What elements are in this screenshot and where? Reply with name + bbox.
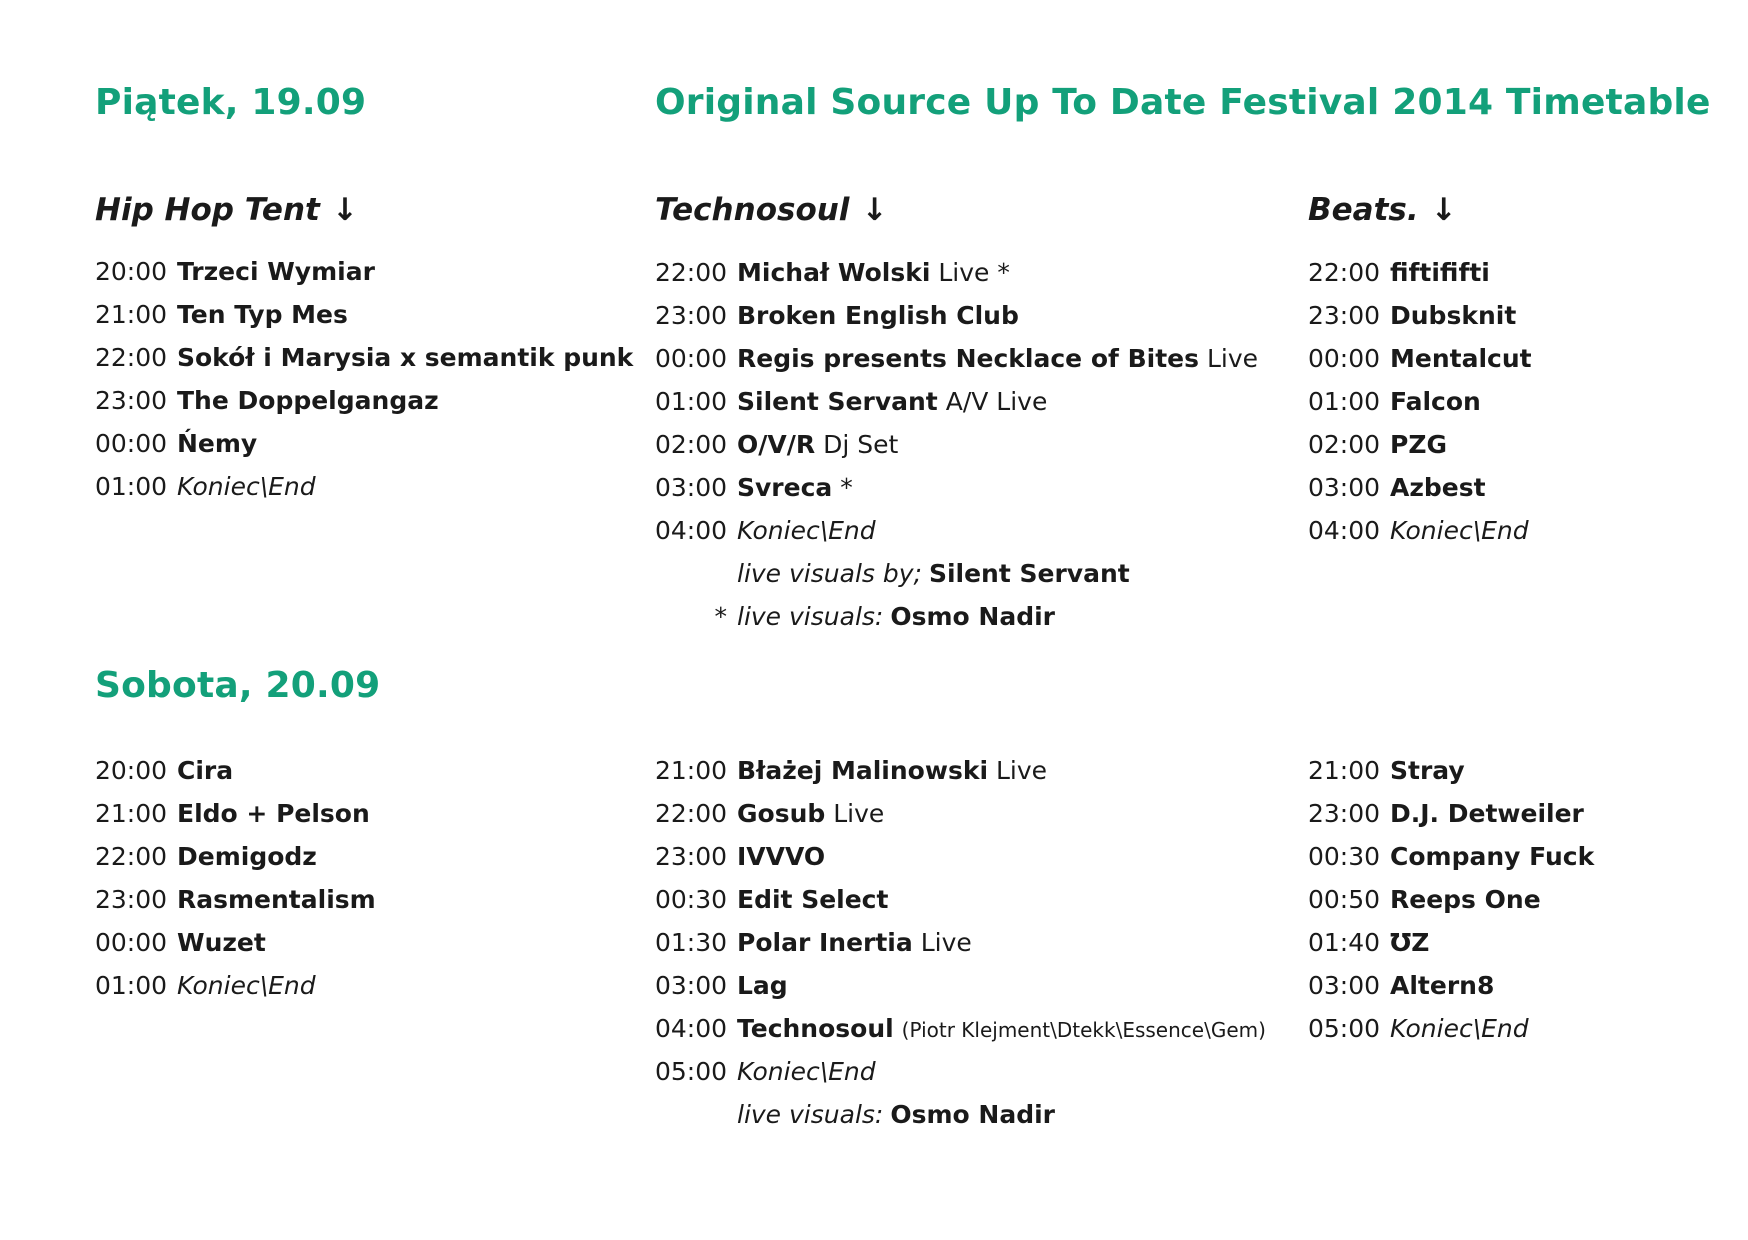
arrow-down-icon: ↓ xyxy=(861,192,888,228)
slot-act xyxy=(737,516,876,545)
schedule-row xyxy=(95,835,695,878)
slot-act xyxy=(737,387,1047,416)
slot-time: 21:00 xyxy=(1308,756,1381,785)
performance-note: Live xyxy=(920,928,972,957)
schedule-row xyxy=(655,337,1259,380)
slot-act xyxy=(737,258,1010,287)
artist-name: ƱZ xyxy=(1390,928,1430,957)
slot-act xyxy=(737,1057,876,1086)
stage-heading-beats xyxy=(1308,192,1457,228)
artist-name: Michał Wolski xyxy=(737,258,931,287)
arrow-down-icon: ↓ xyxy=(331,192,358,228)
artist-name: Silent Servant xyxy=(737,387,938,416)
slot-act xyxy=(177,343,633,372)
slot-time: 01:00 xyxy=(95,971,168,1000)
slot-time: 03:00 xyxy=(655,971,728,1000)
slot-act xyxy=(737,842,825,871)
saturday-beats-schedule xyxy=(1308,749,1748,1050)
schedule-row xyxy=(1308,423,1748,466)
schedule-row xyxy=(1308,251,1748,294)
slot-act xyxy=(1390,799,1584,828)
saturday-hip-hop-tent-schedule xyxy=(95,749,695,1007)
saturday-technosoul-schedule xyxy=(655,749,1266,1136)
slot-time: 00:00 xyxy=(95,928,168,957)
performance-note: A/V Live xyxy=(945,387,1048,416)
stage-heading-technosoul xyxy=(655,192,887,228)
schedule-row xyxy=(95,336,695,379)
slot-act xyxy=(1390,473,1486,502)
performance-note: Live xyxy=(1206,344,1259,373)
credit-name: Osmo Nadir xyxy=(890,1100,1055,1129)
slot-time: 20:00 xyxy=(95,257,168,286)
stage-name: Technosoul xyxy=(655,192,850,228)
slot-time: 22:00 xyxy=(1308,258,1381,287)
slot-act xyxy=(177,300,348,329)
schedule-row xyxy=(1308,380,1748,423)
slot-act xyxy=(177,756,233,785)
end-marker: Koniec\End xyxy=(737,1057,876,1086)
artist-name: Sokół i Marysia x semantik punk xyxy=(177,343,634,372)
note-marker: * xyxy=(714,602,727,631)
credit-label: live visuals by; xyxy=(737,559,922,588)
friday-beats-schedule xyxy=(1308,251,1748,552)
slot-time: 00:00 xyxy=(1308,344,1381,373)
artist-name: Edit Select xyxy=(737,885,889,914)
artist-name: Azbest xyxy=(1390,473,1486,502)
artist-name: Demigodz xyxy=(177,842,317,871)
slot-time: 01:00 xyxy=(95,472,168,501)
artist-name: The Doppelgangaz xyxy=(177,386,439,415)
artist-name: Reeps One xyxy=(1390,885,1541,914)
artist-name: Altern8 xyxy=(1390,971,1495,1000)
artist-name: Stray xyxy=(1390,756,1465,785)
friday-technosoul-schedule xyxy=(655,251,1259,638)
artist-name: Company Fuck xyxy=(1390,842,1595,871)
schedule-row xyxy=(1308,749,1748,792)
slot-act xyxy=(1390,516,1529,545)
end-marker: Koniec\End xyxy=(177,971,316,1000)
artist-name: Svreca xyxy=(737,473,833,502)
page-title: Original Source Up To Date Festival 2014 Timetable xyxy=(655,82,1711,123)
schedule-row xyxy=(655,251,1255,294)
schedule-row xyxy=(1308,964,1748,1007)
schedule-row xyxy=(655,509,1255,552)
schedule-row xyxy=(655,835,1255,878)
schedule-row xyxy=(1308,294,1748,337)
schedule-row xyxy=(655,921,1255,964)
slot-time: 03:00 xyxy=(655,473,728,502)
artist-name: O/V/R xyxy=(737,430,816,459)
slot-time: 04:00 xyxy=(1308,516,1381,545)
schedule-row xyxy=(655,466,1255,509)
slot-time: 01:40 xyxy=(1308,928,1381,957)
slot-time: 03:00 xyxy=(1308,473,1381,502)
slot-time: 04:00 xyxy=(655,1014,728,1043)
artist-name: Dubsknit xyxy=(1390,301,1517,330)
performance-note: Live * xyxy=(938,258,1010,287)
slot-time: 23:00 xyxy=(655,301,728,330)
lineup-note: (Piotr Klejment\Dtekk\Essence\Gem) xyxy=(901,1018,1266,1042)
slot-act xyxy=(177,799,370,828)
schedule-row xyxy=(655,1007,1266,1050)
artist-name: Falcon xyxy=(1390,387,1481,416)
stage-name: Hip Hop Tent xyxy=(95,192,320,228)
visuals-credit xyxy=(655,552,1255,595)
slot-act xyxy=(1390,971,1494,1000)
slot-act xyxy=(737,430,898,459)
slot-time: 00:30 xyxy=(655,885,728,914)
slot-act xyxy=(1390,344,1532,373)
slot-act xyxy=(737,473,853,502)
schedule-row xyxy=(655,749,1255,792)
slot-act xyxy=(1390,756,1465,785)
slot-act xyxy=(1390,387,1481,416)
performance-note: Live xyxy=(833,799,885,828)
schedule-row xyxy=(95,921,695,964)
slot-time: 23:00 xyxy=(655,842,728,871)
schedule-row xyxy=(1308,1007,1748,1050)
artist-name: Polar Inertia xyxy=(737,928,913,957)
schedule-row xyxy=(655,294,1255,337)
schedule-row xyxy=(1308,337,1748,380)
slot-time: 04:00 xyxy=(655,516,728,545)
slot-act xyxy=(177,429,257,458)
schedule-row xyxy=(95,964,695,1007)
slot-time: 05:00 xyxy=(655,1057,728,1086)
slot-time: 03:00 xyxy=(1308,971,1381,1000)
slot-act xyxy=(737,799,884,828)
slot-time: 21:00 xyxy=(95,300,168,329)
artist-name: Wuzet xyxy=(177,928,266,957)
slot-time: 01:00 xyxy=(1308,387,1381,416)
artist-name: Cira xyxy=(177,756,234,785)
schedule-row xyxy=(1308,466,1748,509)
schedule-row xyxy=(1308,835,1748,878)
schedule-row xyxy=(95,293,695,336)
artist-name: Broken English Club xyxy=(737,301,1019,330)
credit-label: live visuals: xyxy=(737,602,884,631)
visuals-credit xyxy=(655,595,1255,638)
schedule-row xyxy=(655,423,1255,466)
slot-act xyxy=(1390,842,1594,871)
artist-name: Ten Typ Mes xyxy=(177,300,348,329)
performance-note: * xyxy=(840,473,853,502)
slot-time: 22:00 xyxy=(655,799,728,828)
performance-note: Dj Set xyxy=(823,430,899,459)
slot-act xyxy=(1390,258,1490,287)
schedule-row xyxy=(1308,878,1748,921)
credit-name: Silent Servant xyxy=(928,559,1130,588)
slot-time: 02:00 xyxy=(655,430,728,459)
slot-time: 23:00 xyxy=(1308,301,1381,330)
friday-hip-hop-tent-schedule xyxy=(95,250,695,508)
end-marker: Koniec\End xyxy=(1390,1014,1529,1043)
artist-name: Eldo + Pelson xyxy=(177,799,370,828)
slot-time: 00:00 xyxy=(95,429,168,458)
slot-time: 00:50 xyxy=(1308,885,1381,914)
schedule-row xyxy=(655,380,1255,423)
schedule-row xyxy=(655,878,1255,921)
artist-name: Regis presents Necklace of Bites xyxy=(737,344,1200,373)
artist-name: Rasmentalism xyxy=(177,885,376,914)
slot-time: 00:30 xyxy=(1308,842,1381,871)
slot-act xyxy=(737,756,1047,785)
artist-name: D.J. Detweiler xyxy=(1390,799,1584,828)
schedule-row xyxy=(655,964,1255,1007)
day-heading-saturday: Sobota, 20.09 xyxy=(95,665,381,706)
schedule-row xyxy=(95,878,695,921)
slot-act xyxy=(1390,885,1541,914)
slot-act xyxy=(177,472,316,501)
end-marker: Koniec\End xyxy=(177,472,316,501)
schedule-row xyxy=(95,379,695,422)
end-marker: Koniec\End xyxy=(737,516,876,545)
schedule-row xyxy=(1308,509,1748,552)
slot-act xyxy=(737,971,788,1000)
slot-act xyxy=(1390,301,1516,330)
slot-time: 23:00 xyxy=(95,386,168,415)
artist-name: Lag xyxy=(737,971,788,1000)
slot-act xyxy=(177,257,375,286)
visuals-credit xyxy=(655,1093,1255,1136)
artist-name: PZG xyxy=(1390,430,1447,459)
slot-time: 01:00 xyxy=(655,387,728,416)
arrow-down-icon: ↓ xyxy=(1430,192,1457,228)
slot-act xyxy=(1390,430,1447,459)
schedule-row xyxy=(95,422,695,465)
artist-name: Mentalcut xyxy=(1390,344,1532,373)
slot-time: 21:00 xyxy=(95,799,168,828)
slot-act xyxy=(737,344,1258,373)
artist-name: Błażej Malinowski xyxy=(737,756,989,785)
end-marker: Koniec\End xyxy=(1390,516,1529,545)
schedule-row xyxy=(655,1050,1255,1093)
slot-time: 23:00 xyxy=(95,885,168,914)
slot-time: 00:00 xyxy=(655,344,728,373)
slot-time: 22:00 xyxy=(655,258,728,287)
slot-act xyxy=(177,885,376,914)
schedule-row xyxy=(95,749,695,792)
slot-time: 20:00 xyxy=(95,756,168,785)
schedule-row xyxy=(95,250,695,293)
credit-name: Osmo Nadir xyxy=(890,602,1055,631)
artist-name: IVVVO xyxy=(737,842,826,871)
artist-name: Trzeci Wymiar xyxy=(177,257,375,286)
day-heading-friday: Piątek, 19.09 xyxy=(95,82,367,123)
slot-act xyxy=(177,842,317,871)
artist-name: Gosub xyxy=(737,799,826,828)
artist-name: fiftififti xyxy=(1390,258,1490,287)
artist-name: Ńemy xyxy=(177,429,258,458)
slot-act xyxy=(177,386,439,415)
slot-act xyxy=(177,928,266,957)
slot-act xyxy=(737,301,1019,330)
slot-time: 01:30 xyxy=(655,928,728,957)
schedule-row xyxy=(95,792,695,835)
schedule-row xyxy=(1308,921,1748,964)
schedule-row xyxy=(655,792,1255,835)
slot-act xyxy=(737,928,972,957)
artist-name: Technosoul xyxy=(737,1014,894,1043)
slot-act xyxy=(1390,928,1429,957)
performance-note: Live xyxy=(995,756,1048,785)
slot-act xyxy=(177,971,316,1000)
slot-act xyxy=(737,885,888,914)
slot-time: 23:00 xyxy=(1308,799,1381,828)
credit-label: live visuals: xyxy=(737,1100,884,1129)
stage-heading-hip-hop-tent xyxy=(95,192,358,228)
slot-act xyxy=(737,1014,1266,1043)
stage-name: Beats. xyxy=(1308,192,1419,228)
slot-time: 22:00 xyxy=(95,842,168,871)
slot-act xyxy=(1390,1014,1529,1043)
slot-time: 21:00 xyxy=(655,756,728,785)
slot-time: 02:00 xyxy=(1308,430,1381,459)
slot-time: 05:00 xyxy=(1308,1014,1381,1043)
slot-time: 22:00 xyxy=(95,343,168,372)
schedule-row xyxy=(1308,792,1748,835)
schedule-row xyxy=(95,465,695,508)
